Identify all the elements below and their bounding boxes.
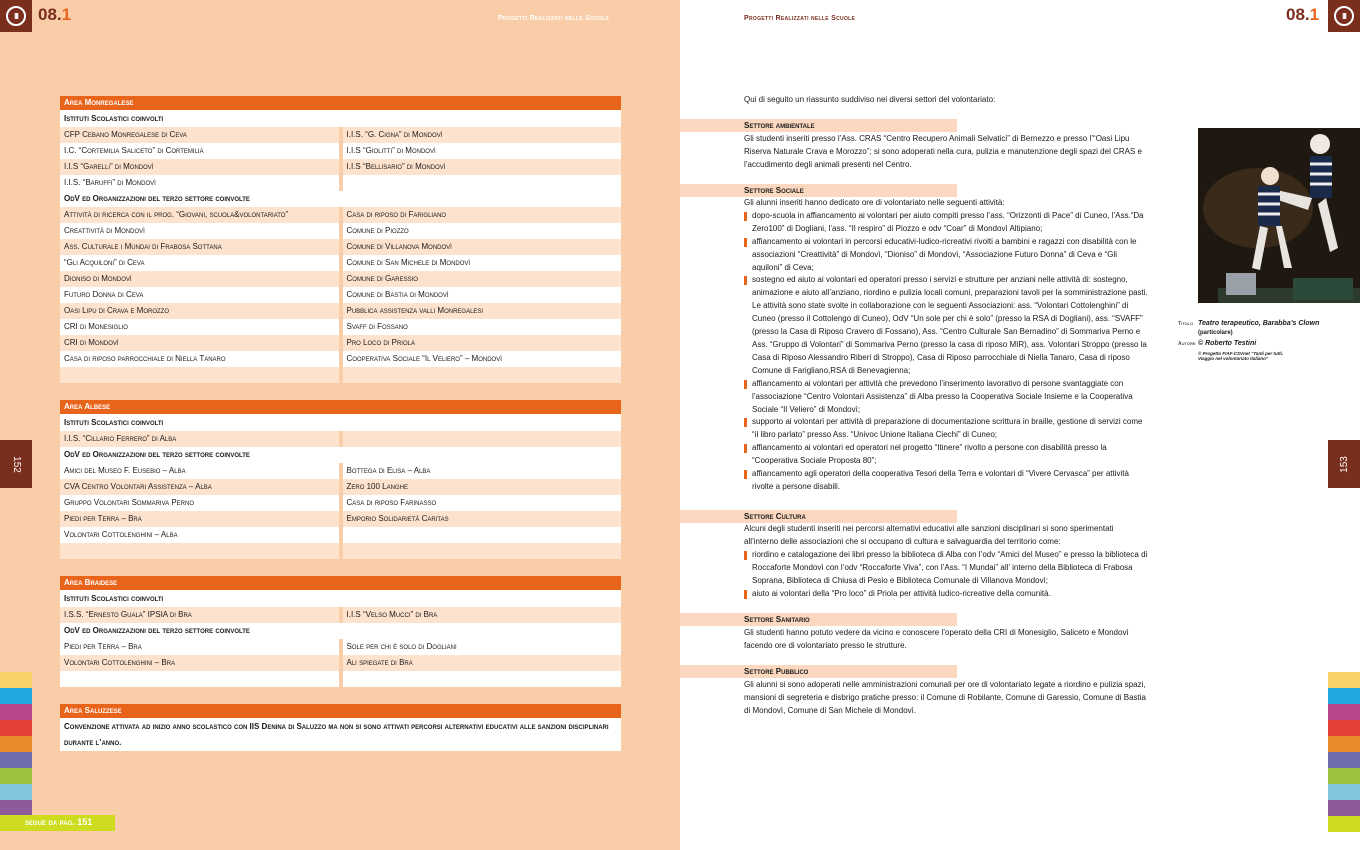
cell-left: I.I.S. “Baruffi” di Mondovì: [60, 175, 339, 191]
color-strip: [0, 736, 32, 752]
bullet-item: affiancamento agli operatori della cooperativa Tesori della Terra e volontari di “Vivere Cervasca” per attività rivolte a persone disabili.: [744, 468, 1149, 494]
color-strip: [0, 768, 32, 784]
cell-left: Gruppo Volontari Sommariva Perno: [60, 495, 339, 511]
area-table: [60, 704, 621, 751]
continued-label: segue da pag. 151: [0, 815, 115, 831]
table-row: [60, 175, 621, 191]
chapter-number: 08.1: [1286, 5, 1320, 24]
table-row: [60, 655, 621, 671]
cell-left: CFP Cebano Monregalese di Ceva: [60, 127, 339, 143]
table-row: [60, 143, 621, 159]
cell-left: CRI di Monesiglio: [60, 319, 339, 335]
photo-caption-title: Titolo Teatro terapeutico, Barabba’s Clown: [1178, 320, 1320, 327]
cell-left: I.C. “Cortemilia Saliceto” di Cortemilia: [60, 143, 339, 159]
cell-left: [60, 367, 339, 383]
cell-left: Ass. Culturale i Mundai di Frabosa Sottana: [60, 239, 339, 255]
cell-right: Comune di Bastia di Mondovì: [343, 287, 622, 303]
cell-left: Amici del Museo F. Eusebio – Alba: [60, 463, 339, 479]
color-strip: [1328, 672, 1360, 688]
section-heading: Settore Sanitario: [680, 613, 957, 626]
section-row: Istituti Scolastici coinvolti: [60, 111, 621, 127]
table-row: [60, 671, 621, 687]
photo-caption-note: © Progetto FIAF-CSVnet “Tanti per tutti. Viaggio nel volontariato italiano”: [1198, 351, 1284, 361]
table-row: [60, 255, 621, 271]
table-row: [60, 479, 621, 495]
cell-left: CVA Centro Volontari Assistenza – Alba: [60, 479, 339, 495]
area-table: [60, 576, 621, 687]
cell-right: [343, 431, 622, 447]
table-row: [60, 527, 621, 543]
section-row: OdV ed Organizzazioni del terzo settore coinvolte: [60, 447, 621, 463]
columns-icon: III: [1334, 6, 1354, 26]
cell-left: Futuro Donna di Ceva: [60, 287, 339, 303]
cell-right: Comune di Villanova Mondovì: [343, 239, 622, 255]
table-row: [60, 543, 621, 559]
cell-right: Comune di Garessio: [343, 271, 622, 287]
table-row: [60, 159, 621, 175]
color-strip: [1328, 736, 1360, 752]
cell-left: Volontari Cottolenghini – Bra: [60, 655, 339, 671]
area-table: [60, 96, 621, 383]
color-strip: [1328, 752, 1360, 768]
section-heading: Settore Cultura: [680, 510, 957, 523]
area-title: Area Saluzzese: [60, 704, 621, 719]
cell-right: I.I.S “Velso Mucci” di Bra: [343, 607, 622, 623]
cell-right: Pubblica assistenza valli Monregalesi: [343, 303, 622, 319]
table-row: [60, 287, 621, 303]
cell-right: Sole per chi è solo di Dogliani: [343, 639, 622, 655]
color-strip: [1328, 688, 1360, 704]
right-page: [680, 0, 1360, 850]
cell-right: Comune di Piozzo: [343, 223, 622, 239]
section-body: Gli studenti inseriti presso l’Ass. CRAS “Centro Recupero Animali Selvatici” di Bernezzo e presso l’“Oasi Lipu Riserva Naturale Crava e Morozzo”; si sono adoperati nella cura, pulizia e manutenzione degli spazi del CRAS e l’accudimento degli animali presenti nel Centro.: [744, 134, 1142, 169]
cell-left: Attività di ricerca con il prog. “Giovani, scuola&volontariato”: [60, 207, 339, 223]
columns-icon: III: [6, 6, 26, 26]
section-body: Gli studenti hanno potuto vedere da vicino e conoscere l’operato della CRI di Monesiglio, Saliceto e Mondovì facendo ore di volontariato presso le strutture.: [744, 628, 1129, 650]
cell-right: [343, 671, 622, 687]
table-row: [60, 607, 621, 623]
table-row: [60, 319, 621, 335]
color-strip: [1328, 816, 1360, 832]
clown-photo-illustration: [1198, 128, 1360, 303]
table-row: [60, 335, 621, 351]
section-row: Istituti Scolastici coinvolti: [60, 591, 621, 607]
cell-left: Piedi per Terra – Bra: [60, 511, 339, 527]
chapter-badge: [0, 0, 32, 32]
color-strips: [1328, 672, 1360, 832]
bullet-item: affiancamento ai volontari per attività che prevedono l’inserimento lavorativo di persone svantaggiate con l’associazione “Centro Volontari Assistenza” di Alba presso la Cooperativa Sociale Insieme e la Cooperativa Sociale “Il Veliero” di Mondovì;: [744, 378, 1149, 417]
color-strip: [1328, 784, 1360, 800]
section-row: Istituti Scolastici coinvolti: [60, 415, 621, 431]
section-intro: Alcuni degli studenti inseriti nei percorsi alternativi educativi alle sanzioni disciplinari si sono sperimentati all’interno delle associazioni che si occupano di cultura e salvaguardia del territorio come:: [744, 524, 1114, 546]
section-body: [744, 197, 1149, 494]
cell-left: Piedi per Terra – Bra: [60, 639, 339, 655]
intro-text: Qui di seguito un riassunto suddiviso nei diversi settori del volontariato:: [744, 95, 996, 104]
running-head: Progetti Realizzati nelle Scuole: [498, 15, 610, 22]
table-row: [60, 239, 621, 255]
cell-left: I.S.S. “Ernesto Guala” IPSIA di Bra: [60, 607, 339, 623]
table-row: [60, 351, 621, 367]
section-heading: Settore Pubblico: [680, 665, 957, 678]
cell-right: Pro Loco di Priola: [343, 335, 622, 351]
cell-right: [343, 543, 622, 559]
cell-left: Casa di riposo parrocchiale di Niella Tanaro: [60, 351, 339, 367]
color-strip: [0, 688, 32, 704]
table-row: [60, 303, 621, 319]
cell-right: I.I.S. “G. Cigna” di Mondovì: [343, 127, 622, 143]
area-title: Area Braidese: [60, 576, 621, 591]
section-body: Gli alunni si sono adoperati nelle amministrazioni comunali per ore di volontariato legate a riordino e pulizia spazi, mansioni di segreteria e disbrigo pratiche presso: il Comune di Robilante, Comune di Garessio, Comune di Bastia di Mondovì, Comune di San Michele di Mondovì.: [744, 680, 1146, 715]
color-strip: [1328, 768, 1360, 784]
cell-right: I.I.S “Giolitti” di Mondovì: [343, 143, 622, 159]
cell-left: [60, 543, 339, 559]
cell-right: Ali spiegate di Bra: [343, 655, 622, 671]
color-strips: [0, 672, 32, 816]
cell-right: Emporio Solidarietà Caritas: [343, 511, 622, 527]
cell-left: Creattività di Mondovì: [60, 223, 339, 239]
cell-right: I.I.S “Bellisario” di Mondovì: [343, 159, 622, 175]
bullet-item: dopo-scuola in affiancamento ai volontari per aiuto compiti presso l’ass. “Orizzonti di Pace” di Cuneo, l’Ass.“Da Zero100” di Dogliani, l’ass. “Il respiro” di Piozzo e odv “Coar” di Mondovì Altipiano;: [744, 210, 1149, 236]
area-title: Area Monregalese: [60, 96, 621, 111]
table-row: [60, 463, 621, 479]
table-row: [60, 367, 621, 383]
cell-right: [343, 175, 622, 191]
cell-right: Casa di riposo Farinasso: [343, 495, 622, 511]
bullet-item: supporto ai volontari per attività di preparazione di documentazione scrittura in braille, gestione di servizi come “il libro parlato” presso Ass. “Univoc Unione Italiana Ciechi” di Cuneo;: [744, 416, 1149, 442]
bullet-list: [744, 210, 1149, 494]
table-row: [60, 431, 621, 447]
bullet-item: sostegno ed aiuto ai volontari ed operatori presso i servizi e strutture per anziani nelle attività di: sostegno, animazione e aiuto all’anziano, riordino e pulizia locali comuni, preparazioni tavoli per la somministrazione pasti. Le attività sono state svolte in collaborazione con le seguenti Associazioni: ass. “Volontari Cottolenghini” di Cuneo (presso il Cottolengo di Cuneo), OdV “Un sole per chi è solo” (presso la RSA di Dogliani), ass. “SVAFF” (presso la Casa di Riposo Cravero di Fossano), Ass. “Centro Culturale San Bernadino” di Sommariva Perno e Ass. “Gruppo di Volontari” di Sommariva Perno (presso la casa di riposo MIR), ass. Volontari Stroppo (presso la Casa di Riposo Alessandro Riberi di Stroppo), Casa di Riposo parrocchiale di Niella Tanaro, Casa di riposo Comune di Farigliano,RSA di Benevagienna;: [744, 274, 1149, 377]
color-strip: [0, 704, 32, 720]
cell-left: Dioniso di Mondovì: [60, 271, 339, 287]
clown-photo: [1198, 128, 1360, 303]
color-strip: [0, 752, 32, 768]
color-strip: [1328, 720, 1360, 736]
cell-left: I.I.S. “Cillario Ferrero” di Alba: [60, 431, 339, 447]
bullet-item: aiuto ai volontari della “Pro loco” di Priola per attività ludico-ricreative della comunità.: [744, 588, 1149, 601]
cell-right: Zero 100 Langhe: [343, 479, 622, 495]
section-heading: Settore Sociale: [680, 184, 957, 197]
cell-right: Cooperativa Sociale “Il Veliero” – Mondovì: [343, 351, 622, 367]
bullet-item: affiancamento ai volontari ed operatori nel progetto “Itinere” rivolto a persone con disabilità presso la “Cooperativa Sociale Proposta 80”;: [744, 442, 1149, 468]
cell-right: Casa di riposo di Farigliano: [343, 207, 622, 223]
color-strip: [0, 784, 32, 800]
cell-left: “Gli Acquiloni” di Ceva: [60, 255, 339, 271]
chapter-badge: [1328, 0, 1360, 32]
area-title: Area Albese: [60, 400, 621, 415]
cell-right: [343, 367, 622, 383]
table-row: [60, 271, 621, 287]
table-row: [60, 639, 621, 655]
table-row: [60, 511, 621, 527]
table-row: [60, 127, 621, 143]
table-row: [60, 223, 621, 239]
bullet-list: [744, 549, 1149, 601]
running-head: Progetti Realizzati nelle Scuole: [744, 15, 856, 22]
cell-left: Volontari Cottolenghini – Alba: [60, 527, 339, 543]
cell-left: Oasi Lipu di Crava e Morozzo: [60, 303, 339, 319]
bullet-item: riordino e catalogazione dei libri presso la biblioteca di Alba con l’odv “Amici del Museo” e presso la biblioteca di Roccaforte Mondovì con l’odv “Roccaforte Viva”, con l’Ass. “I Mundai” all’ interno della Biblioteca di Frabosa Soprana, Biblioteca di Chiusa di Pesio e Biblioteca Comunale di Villanova Mondovì;: [744, 549, 1149, 588]
note-row: Convenzione attivata ad inizio anno scolastico con IIS Denina di Saluzzo ma non si sono attivati percorsi alternativi educativi alle sanzioni disciplinari durante l’anno.: [60, 719, 621, 751]
cell-right: Svaff di Fossano: [343, 319, 622, 335]
cell-left: I.I.S “Garelli” di Mondovì: [60, 159, 339, 175]
cell-left: [60, 671, 339, 687]
color-strip: [1328, 704, 1360, 720]
bullet-item: affiancamento ai volontari in percorsi educativi-ludico-ricreativi rivolti a bambini e ragazzi con disabilità con le associazioni “Creattività” di Mondovì, “Dioniso” di Mondovì, “Associazione Futuro Donna” di Ceva e “Gli aquiloni” di Ceva;: [744, 236, 1149, 275]
section-row: OdV ed Organizzazioni del terzo settore coinvolte: [60, 623, 621, 639]
photo-caption-sub: (particolare): [1198, 330, 1233, 336]
area-table: [60, 400, 621, 559]
cell-right: Comune di San Michele di Mondovì: [343, 255, 622, 271]
page-number: 152: [0, 440, 32, 488]
cell-right: [343, 527, 622, 543]
cell-left: CRI di Mondovì: [60, 335, 339, 351]
color-strip: [0, 672, 32, 688]
color-strip: [0, 800, 32, 816]
table-row: [60, 207, 621, 223]
table-row: [60, 495, 621, 511]
chapter-number: 08.1: [38, 5, 72, 24]
section-row: OdV ed Organizzazioni del terzo settore coinvolte: [60, 191, 621, 207]
cell-right: Bottega di Elisa – Alba: [343, 463, 622, 479]
photo-caption-author: Autore © Roberto Testini: [1178, 340, 1257, 347]
color-strip: [0, 720, 32, 736]
page-number: 153: [1328, 440, 1360, 488]
color-strip: [1328, 800, 1360, 816]
section-heading: Settore ambientale: [680, 119, 957, 132]
section-body: [744, 523, 1149, 600]
section-intro: Gli alunni inseriti hanno dedicato ore di volontariato nelle seguenti attività:: [744, 198, 1005, 207]
